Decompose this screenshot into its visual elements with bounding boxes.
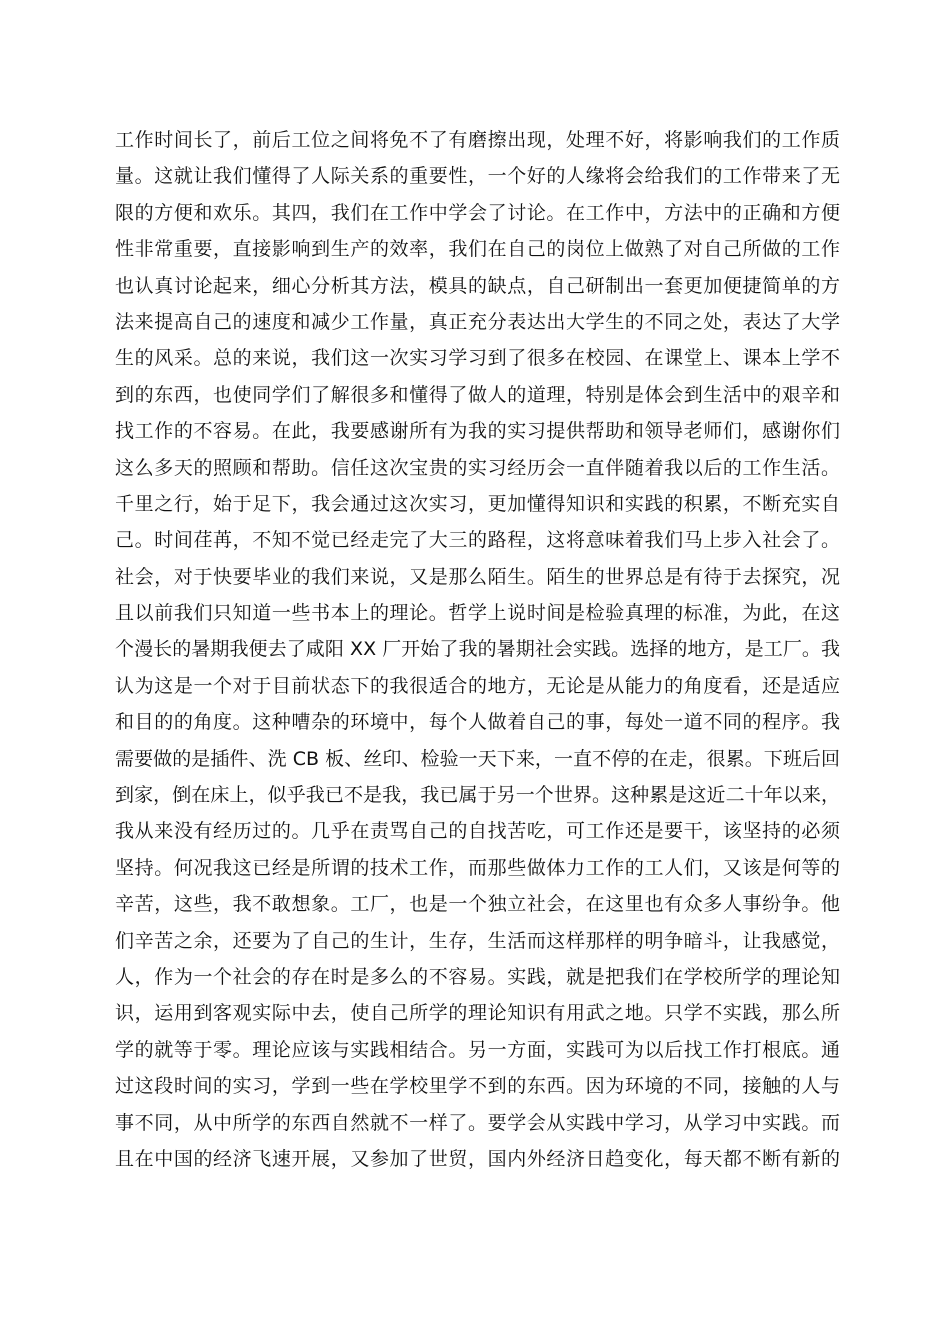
text-line: 限的方便和欢乐。其四，我们在工作中学会了讨论。在工作中，方法中的正确和方便 [115, 201, 840, 224]
text-line: 识，运用到客观实际中去，使自己所学的理论知识有用武之地。只学不实践，那么所 [115, 1002, 840, 1025]
text-line: 到家，倒在床上，似乎我已不是我，我已属于另一个世界。这种累是这近二十年以来， [115, 784, 840, 807]
text-line: 这么多天的照顾和帮助。信任这次宝贵的实习经历会一直伴随着我以后的工作生活。 [115, 456, 840, 479]
text-line: 过这段时间的实习，学到一些在学校里学不到的东西。因为环境的不同，接触的人与 [115, 1075, 840, 1098]
text-line: 坚持。何况我这已经是所谓的技术工作，而那些做体力工作的工人们，又该是何等的 [115, 856, 840, 879]
text-line: 辛苦，这些，我不敢想象。工厂，也是一个独立社会，在这里也有众多人事纷争。他 [115, 893, 840, 916]
text-line: 学的就等于零。理论应该与实践相结合。另一方面，实践可为以后找工作打根底。通 [115, 1038, 840, 1061]
text-line: 事不同，从中所学的东西自然就不一样了。要学会从实践中学习，从学习中实践。而 [115, 1111, 840, 1134]
text-line: 量。这就让我们懂得了人际关系的重要性，一个好的人缘将会给我们的工作带来了无 [115, 165, 840, 188]
text-line: 们辛苦之余，还要为了自己的生计，生存，生活而这样那样的明争暗斗，让我感觉， [115, 929, 840, 952]
text-line: 需要做的是插件、洗 CB 板、丝印、检验一天下来，一直不停的在走，很累。下班后回 [115, 747, 840, 770]
text-line: 也认真讨论起来，细心分析其方法，模具的缺点，自己研制出一套更加便捷简单的方 [115, 274, 840, 297]
text-line: 认为这是一个对于目前状态下的我很适合的地方，无论是从能力的角度看，还是适应 [115, 674, 840, 697]
text-line: 法来提高自己的速度和减少工作量，真正充分表达出大学生的不同之处，表达了大学 [115, 310, 840, 333]
text-line: 到的东西，也使同学们了解很多和懂得了做人的道理，特别是体会到生活中的艰辛和 [115, 383, 840, 406]
text-line: 找工作的不容易。在此，我要感谢所有为我的实习提供帮助和领导老师们，感谢你们 [115, 420, 840, 443]
text-line: 和目的的角度。这种嘈杂的环境中，每个人做着自己的事，每处一道不同的程序。我 [115, 711, 840, 734]
text-line: 个漫长的暑期我便去了咸阳 XX 厂开始了我的暑期社会实践。选择的地方，是工厂。我 [115, 638, 840, 661]
text-line: 且在中国的经济飞速开展，又参加了世贸，国内外经济日趋变化，每天都不断有新的 [115, 1147, 840, 1170]
text-line: 生的风采。总的来说，我们这一次实习学习到了很多在校园、在课堂上、课本上学不 [115, 347, 840, 370]
text-line: 工作时间长了，前后工位之间将免不了有磨擦出现，处理不好，将影响我们的工作质 [115, 129, 840, 151]
text-line: 己。时间荏苒，不知不觉已经走完了大三的路程，这将意味着我们马上步入社会了。 [115, 529, 840, 552]
body-text [115, 122, 840, 1177]
text-line: 且以前我们只知道一些书本上的理论。哲学上说时间是检验真理的标准，为此，在这 [115, 602, 840, 625]
text-line: 人，作为一个社会的存在时是多么的不容易。实践，就是把我们在学校所学的理论知 [115, 965, 840, 988]
text-line: 社会，对于快要毕业的我们来说，又是那么陌生。陌生的世界总是有待于去探究，况 [115, 565, 840, 588]
text-line: 性非常重要，直接影响到生产的效率，我们在自己的岗位上做熟了对自己所做的工作 [115, 238, 840, 261]
text-line: 我从来没有经历过的。几乎在责骂自己的自找苦吃，可工作还是要干，该坚持的必须 [115, 820, 840, 843]
text-line: 千里之行，始于足下，我会通过这次实习，更加懂得知识和实践的积累，不断充实自 [115, 492, 840, 515]
